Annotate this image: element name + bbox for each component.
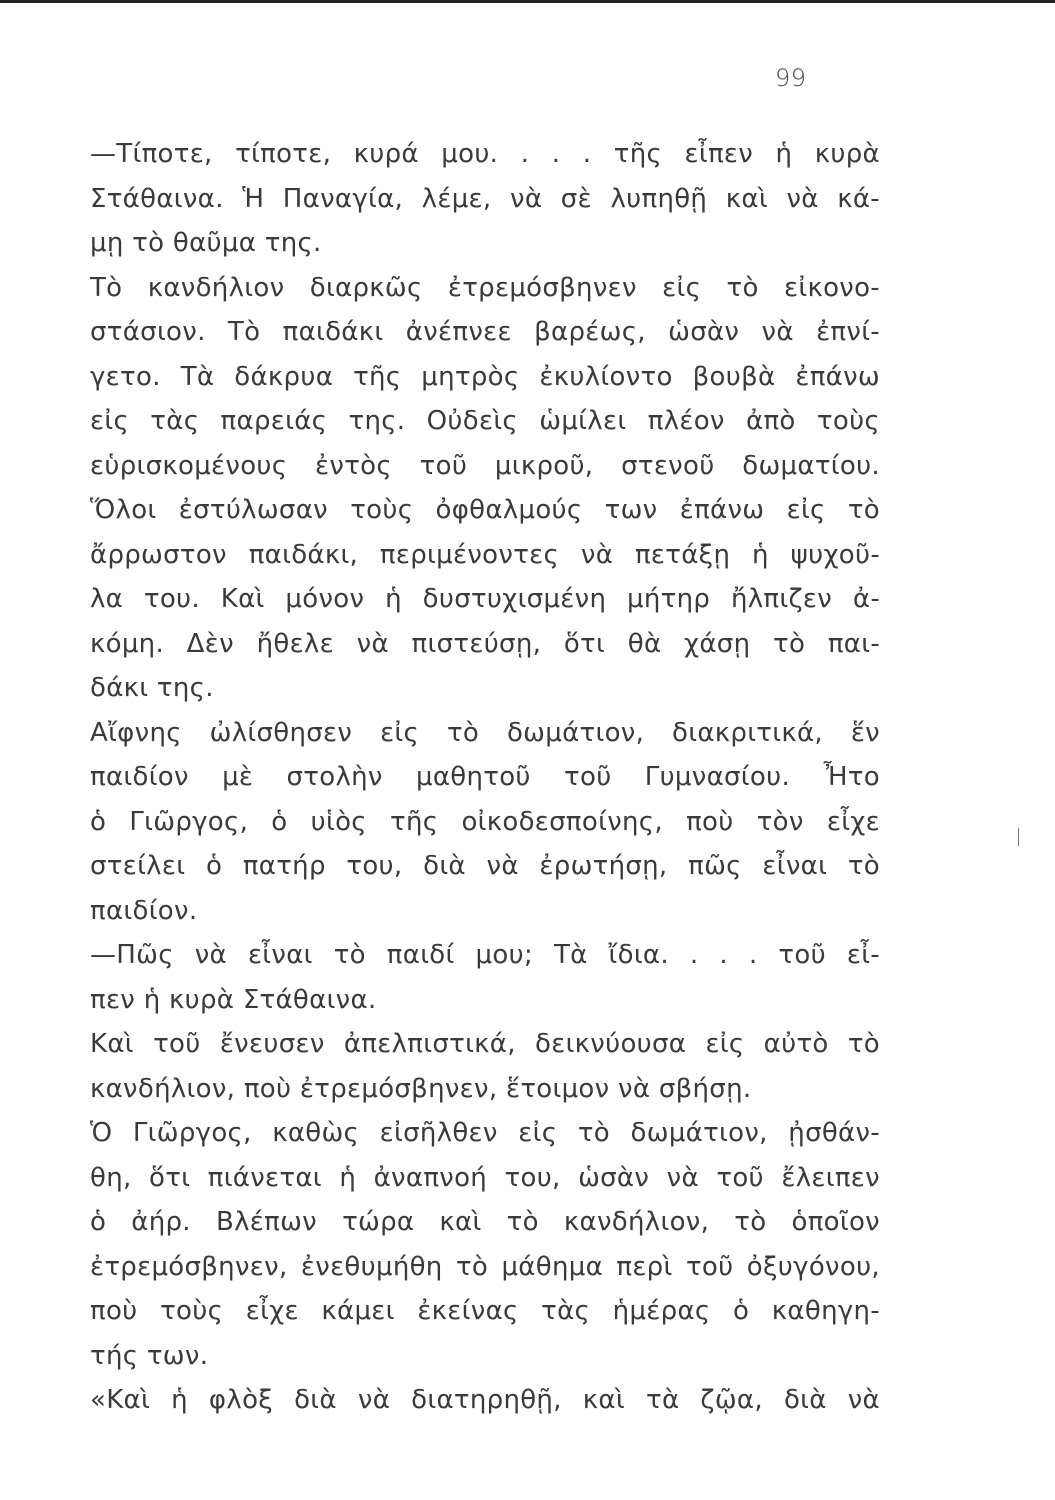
text-line: στείλει ὁ πατήρ του, διὰ νὰ ἐρωτήσῃ, πῶς εἶναι τὸ [90, 851, 880, 881]
text-line: ὁ ἀήρ. Βλέπων τώρα καὶ τὸ κανδήλιον, τὸ ὁποῖον [90, 1207, 880, 1237]
text-line: παιδίον. [90, 896, 198, 926]
text-line: ὁ Γιῶργος, ὁ υἱὸς τῆς οἰκοδεσποίνης, ποὺ τὸν εἶχε [90, 807, 880, 837]
text-line: στάσιον. Τὸ παιδάκι ἀνέπνεε βαρέως, ὡσὰν νὰ ἐπνί- [90, 317, 880, 347]
text-line: —Πῶς νὰ εἶναι τὸ παιδί μου; Τὰ ἴδια. . . . τοῦ εἶ- [90, 940, 880, 970]
text-line: κόμη. Δὲν ἤθελε νὰ πιστεύσῃ, ὅτι θὰ χάσῃ τὸ παι- [90, 629, 880, 659]
page-number: 99 [775, 64, 807, 92]
text-line: παιδίον μὲ στολὴν μαθητοῦ τοῦ Γυμνασίου. Ἦτο [90, 762, 880, 792]
text-line: πεν ἡ κυρὰ Στάθαινα. [90, 985, 377, 1015]
text-line: γετο. Τὰ δάκρυα τῆς μητρὸς ἐκυλίοντο βουβὰ ἐπάνω [90, 362, 880, 392]
text-line: εἰς τὰς παρειάς της. Οὐδεὶς ὡμίλει πλέον ἀπὸ τοὺς [90, 406, 880, 436]
text-line: ποὺ τοὺς εἶχε κάμει ἐκείνας τὰς ἡμέρας ὁ καθηγη- [90, 1296, 880, 1326]
text-line: ἄρρωστον παιδάκι, περιμένοντες νὰ πετάξῃ ἡ ψυχοῦ- [90, 540, 880, 570]
text-line: λα του. Καὶ μόνον ἡ δυστυχισμένη μήτηρ ἤλπιζεν ἀ- [90, 584, 880, 614]
scan-mark [1018, 828, 1019, 846]
text-line: εὑρισκομένους ἐντὸς τοῦ μικροῦ, στενοῦ δωματίου. [90, 451, 880, 481]
text-line: Στάθαινα. Ἡ Παναγία, λέμε, νὰ σὲ λυπηθῇ καὶ νὰ κά- [90, 184, 880, 214]
text-line: μῃ τὸ θαῦμα της. [90, 228, 322, 258]
text-line: θη, ὅτι πιάνεται ἡ ἀναπνοή του, ὡσὰν νὰ τοῦ ἔλειπεν [90, 1163, 880, 1193]
text-line: Καὶ τοῦ ἔνευσεν ἀπελπιστικά, δεικνύουσα εἰς αὐτὸ τὸ [90, 1029, 880, 1059]
text-line: Ὅλοι ἐστύλωσαν τοὺς ὀφθαλμούς των ἐπάνω εἰς τὸ [90, 495, 880, 525]
text-line: «Καὶ ἡ φλὸξ διὰ νὰ διατηρηθῇ, καὶ τὰ ζῷα, διὰ νὰ [90, 1385, 880, 1415]
text-line: κανδήλιον, ποὺ ἐτρεμόσβηνεν, ἕτοιμον νὰ σβήσῃ. [90, 1074, 752, 1104]
text-line: Αἴφνης ὠλίσθησεν εἰς τὸ δωμάτιον, διακριτικά, ἕν [90, 718, 880, 748]
text-line: τής των. [90, 1341, 209, 1371]
text-line: Ὁ Γιῶργος, καθὼς εἰσῆλθεν εἰς τὸ δωμάτιον, ᾐσθάν- [90, 1118, 880, 1148]
text-line: —Τίποτε, τίποτε, κυρά μου. . . . τῆς εἶπεν ἡ κυρὰ [90, 139, 880, 169]
text-line: δάκι της. [90, 673, 214, 703]
text-line: Τὸ κανδήλιον διαρκῶς ἐτρεμόσβηνεν εἰς τὸ εἰκονο- [90, 273, 880, 303]
text-line: ἐτρεμόσβηνεν, ἐνεθυμήθη τὸ μάθημα περὶ τοῦ ὀξυγόνου, [90, 1252, 880, 1282]
